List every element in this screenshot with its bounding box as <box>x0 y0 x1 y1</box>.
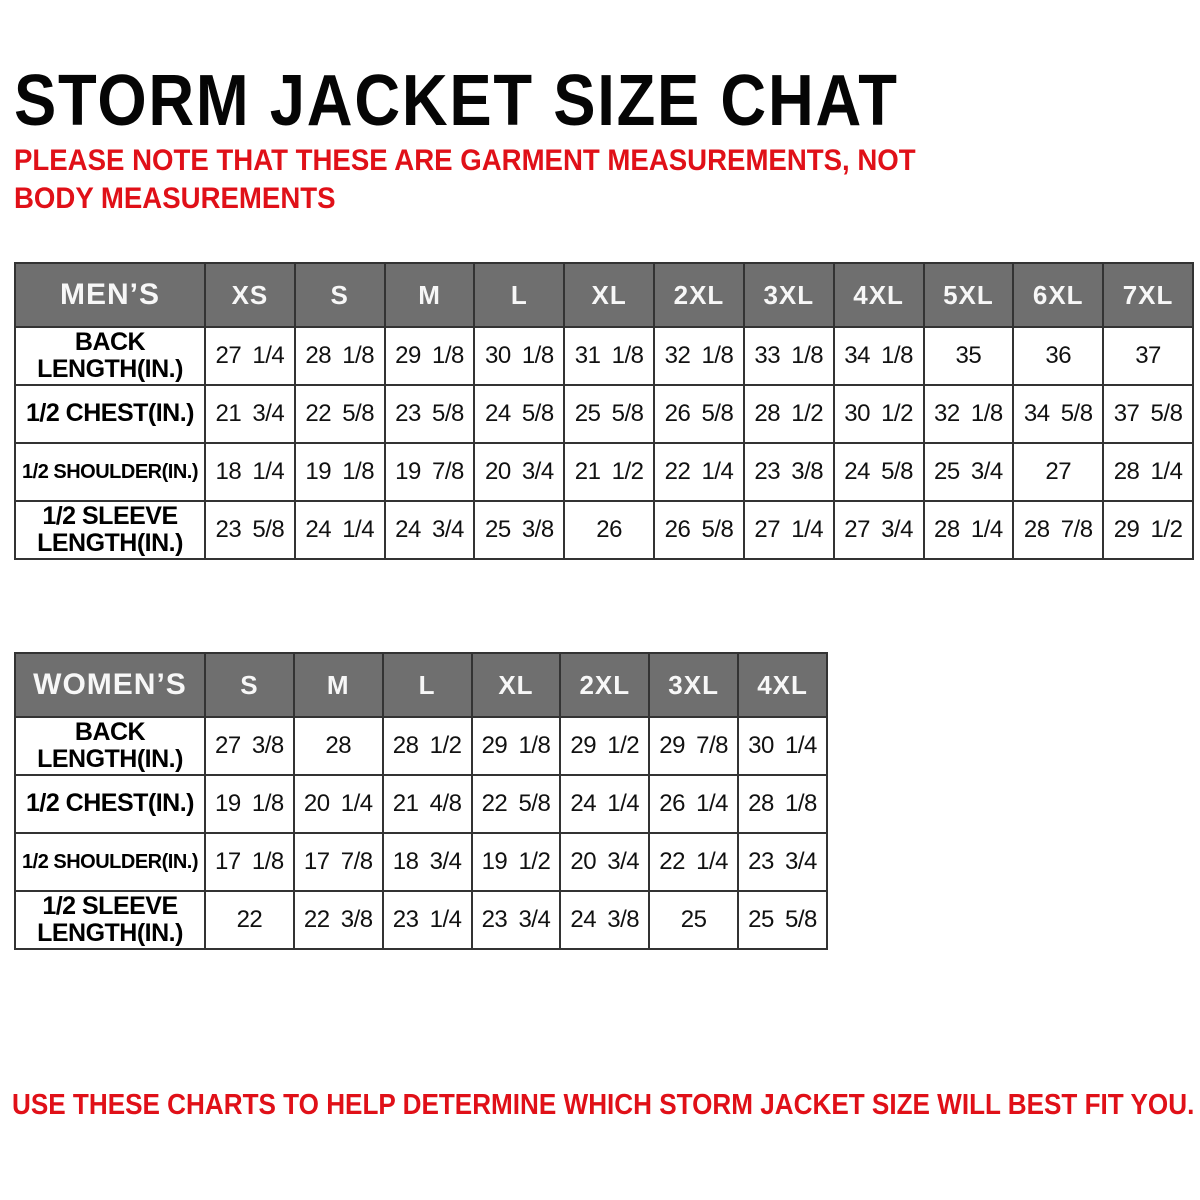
measurement-cell: 28 <box>294 717 383 775</box>
size-column-header: M <box>294 653 383 717</box>
fit-guidance-note: USE THESE CHARTS TO HELP DETERMINE WHICH STORM JACKET SIZE WILL BEST FIT YOU. <box>12 1089 1195 1121</box>
measurement-cell: 20 1/4 <box>294 775 383 833</box>
measurement-cell: 21 1/2 <box>564 443 654 501</box>
measurement-cell: 22 1/4 <box>649 833 738 891</box>
measurement-cell: 36 <box>1013 327 1103 385</box>
measurement-cell: 32 1/8 <box>654 327 744 385</box>
size-column-header: S <box>295 263 385 327</box>
measurement-cell: 25 <box>649 891 738 949</box>
measurement-cell: 19 7/8 <box>385 443 475 501</box>
measurement-cell: 19 1/8 <box>205 775 294 833</box>
measurement-cell: 29 1/2 <box>560 717 649 775</box>
row-label-cell: 1/2 SLEEVE LENGTH(IN.) <box>15 891 205 949</box>
measurement-row <box>15 891 827 949</box>
row-label-cell: 1/2 CHEST(IN.) <box>15 385 205 443</box>
size-column-header: S <box>205 653 294 717</box>
measurement-cell: 17 7/8 <box>294 833 383 891</box>
size-column-header: 6XL <box>1013 263 1103 327</box>
measurement-cell: 35 <box>924 327 1014 385</box>
measurement-cell: 30 1/8 <box>474 327 564 385</box>
size-header-row <box>15 263 1193 327</box>
measurement-cell: 27 <box>1013 443 1103 501</box>
womens-size-table <box>14 652 828 950</box>
size-column-header: M <box>385 263 475 327</box>
size-column-header: L <box>383 653 472 717</box>
table-title-cell: WOMEN’S <box>15 653 205 717</box>
table-title-cell: MEN’S <box>15 263 205 327</box>
measurement-cell: 31 1/8 <box>564 327 654 385</box>
measurement-cell: 22 5/8 <box>472 775 561 833</box>
row-label-cell: 1/2 SHOULDER(IN.) <box>15 443 205 501</box>
measurement-cell: 28 1/4 <box>924 501 1014 559</box>
measurement-cell: 25 5/8 <box>738 891 827 949</box>
measurement-cell: 18 1/4 <box>205 443 295 501</box>
measurement-cell: 29 1/8 <box>385 327 475 385</box>
row-label-cell: 1/2 SLEEVE LENGTH(IN.) <box>15 501 205 559</box>
measurement-cell: 28 1/8 <box>738 775 827 833</box>
row-label-cell: 1/2 SHOULDER(IN.) <box>15 833 205 891</box>
measurement-cell: 29 7/8 <box>649 717 738 775</box>
measurement-cell: 24 1/4 <box>295 501 385 559</box>
measurement-cell: 18 3/4 <box>383 833 472 891</box>
page-title: STORM JACKET SIZE CHAT <box>14 61 899 142</box>
size-column-header: 4XL <box>834 263 924 327</box>
measurement-cell: 23 3/8 <box>744 443 834 501</box>
size-column-header: 4XL <box>738 653 827 717</box>
measurement-row <box>15 833 827 891</box>
measurement-cell: 28 1/8 <box>295 327 385 385</box>
measurement-cell: 26 <box>564 501 654 559</box>
garment-measurement-note: PLEASE NOTE THAT THESE ARE GARMENT MEASUREMENTS, NOT BODY MEASUREMENTS <box>14 144 916 215</box>
measurement-cell: 29 1/8 <box>472 717 561 775</box>
measurement-cell: 21 4/8 <box>383 775 472 833</box>
measurement-cell: 28 1/2 <box>383 717 472 775</box>
measurement-cell: 27 3/8 <box>205 717 294 775</box>
measurement-cell: 24 5/8 <box>474 385 564 443</box>
measurement-cell: 17 1/8 <box>205 833 294 891</box>
size-column-header: 7XL <box>1103 263 1193 327</box>
measurement-cell: 23 5/8 <box>205 501 295 559</box>
measurement-row <box>15 717 827 775</box>
measurement-cell: 24 3/8 <box>560 891 649 949</box>
measurement-cell: 23 3/4 <box>738 833 827 891</box>
size-column-header: 2XL <box>560 653 649 717</box>
measurement-cell: 32 1/8 <box>924 385 1014 443</box>
measurement-cell: 28 1/2 <box>744 385 834 443</box>
mens-size-table <box>14 262 1194 560</box>
measurement-cell: 22 5/8 <box>295 385 385 443</box>
measurement-cell: 23 5/8 <box>385 385 475 443</box>
row-label-cell: 1/2 CHEST(IN.) <box>15 775 205 833</box>
measurement-cell: 26 5/8 <box>654 501 744 559</box>
measurement-cell: 19 1/2 <box>472 833 561 891</box>
measurement-cell: 25 3/4 <box>924 443 1014 501</box>
measurement-cell: 27 3/4 <box>834 501 924 559</box>
measurement-cell: 23 3/4 <box>472 891 561 949</box>
size-header-row <box>15 653 827 717</box>
size-column-header: 5XL <box>924 263 1014 327</box>
measurement-cell: 30 1/2 <box>834 385 924 443</box>
measurement-row <box>15 385 1193 443</box>
measurement-cell: 24 5/8 <box>834 443 924 501</box>
measurement-cell: 34 1/8 <box>834 327 924 385</box>
measurement-cell: 23 1/4 <box>383 891 472 949</box>
size-column-header: 3XL <box>649 653 738 717</box>
size-column-header: L <box>474 263 564 327</box>
measurement-cell: 34 5/8 <box>1013 385 1103 443</box>
measurement-cell: 22 <box>205 891 294 949</box>
measurement-row <box>15 501 1193 559</box>
measurement-cell: 19 1/8 <box>295 443 385 501</box>
measurement-cell: 28 7/8 <box>1013 501 1103 559</box>
row-label-cell: BACK LENGTH(IN.) <box>15 327 205 385</box>
row-label-cell: BACK LENGTH(IN.) <box>15 717 205 775</box>
measurement-cell: 25 5/8 <box>564 385 654 443</box>
measurement-cell: 37 <box>1103 327 1193 385</box>
measurement-row <box>15 775 827 833</box>
size-column-header: XL <box>472 653 561 717</box>
measurement-cell: 20 3/4 <box>474 443 564 501</box>
measurement-cell: 22 1/4 <box>654 443 744 501</box>
measurement-cell: 26 5/8 <box>654 385 744 443</box>
measurement-cell: 21 3/4 <box>205 385 295 443</box>
size-column-header: 3XL <box>744 263 834 327</box>
measurement-cell: 20 3/4 <box>560 833 649 891</box>
measurement-cell: 30 1/4 <box>738 717 827 775</box>
measurement-cell: 27 1/4 <box>744 501 834 559</box>
measurement-cell: 22 3/8 <box>294 891 383 949</box>
measurement-cell: 25 3/8 <box>474 501 564 559</box>
measurement-cell: 28 1/4 <box>1103 443 1193 501</box>
measurement-cell: 37 5/8 <box>1103 385 1193 443</box>
measurement-cell: 27 1/4 <box>205 327 295 385</box>
measurement-row <box>15 443 1193 501</box>
size-column-header: XL <box>564 263 654 327</box>
measurement-cell: 26 1/4 <box>649 775 738 833</box>
measurement-cell: 29 1/2 <box>1103 501 1193 559</box>
measurement-cell: 24 1/4 <box>560 775 649 833</box>
measurement-cell: 33 1/8 <box>744 327 834 385</box>
measurement-cell: 24 3/4 <box>385 501 475 559</box>
size-column-header: XS <box>205 263 295 327</box>
size-column-header: 2XL <box>654 263 744 327</box>
measurement-row <box>15 327 1193 385</box>
